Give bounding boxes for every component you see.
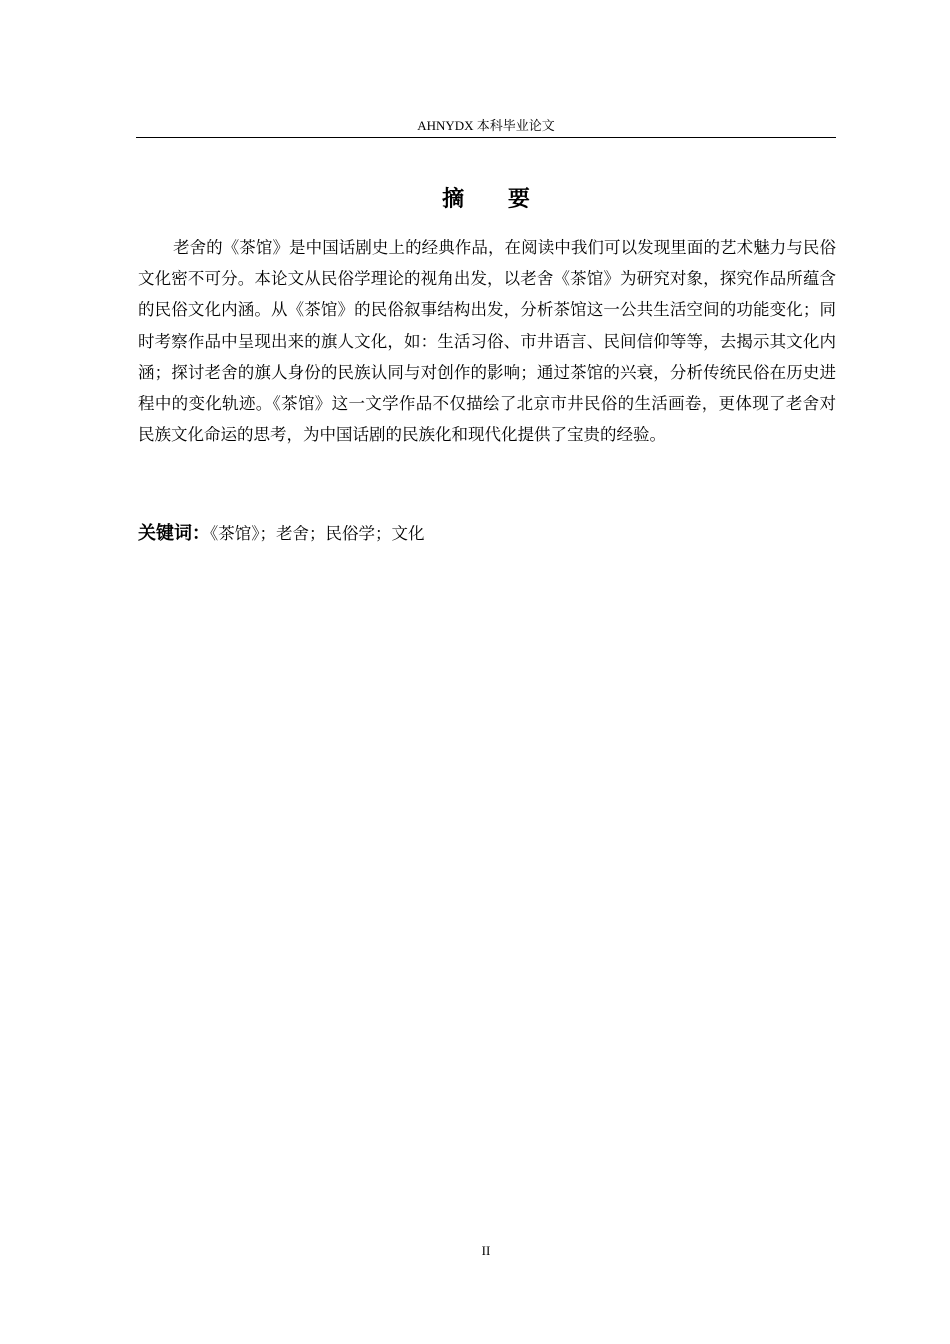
header-divider <box>136 137 836 138</box>
keywords-line <box>138 518 836 550</box>
page-number: II <box>481 1243 491 1258</box>
running-header: AHNYDX 本科毕业论文 <box>417 118 555 133</box>
abstract-body: 老舍的《茶馆》是中国话剧史上的经典作品，在阅读中我们可以发现里面的艺术魅力与民俗文化密不可分。本论文从民俗学理论的视角出发，以老舍《茶馆》为研究对象，探究作品所蕴含的民俗文化内涵。从《茶馆》的民俗叙事结构出发，分析茶馆这一公共生活空间的功能变化；同时考察作品中呈现出来的旗人文化，如：生活习俗、市井语言、民间信仰等等，去揭示其文化内涵；探讨老舍的旗人身份的民族认同与对创作的影响；通过茶馆的兴衰，分析传统民俗在历史进程中的变化轨迹。《茶馆》这一文学作品不仅描绘了北京市井民俗的生活画卷，更体现了老舍对民族文化命运的思考，为中国话剧的民族化和现代化提供了宝贵的经验。 <box>138 238 836 445</box>
keywords-value: 《茶馆》；老舍；民俗学；文化 <box>210 524 425 543</box>
abstract-title: 摘 要 <box>442 187 548 212</box>
keywords-label: 关键词： <box>138 523 210 544</box>
